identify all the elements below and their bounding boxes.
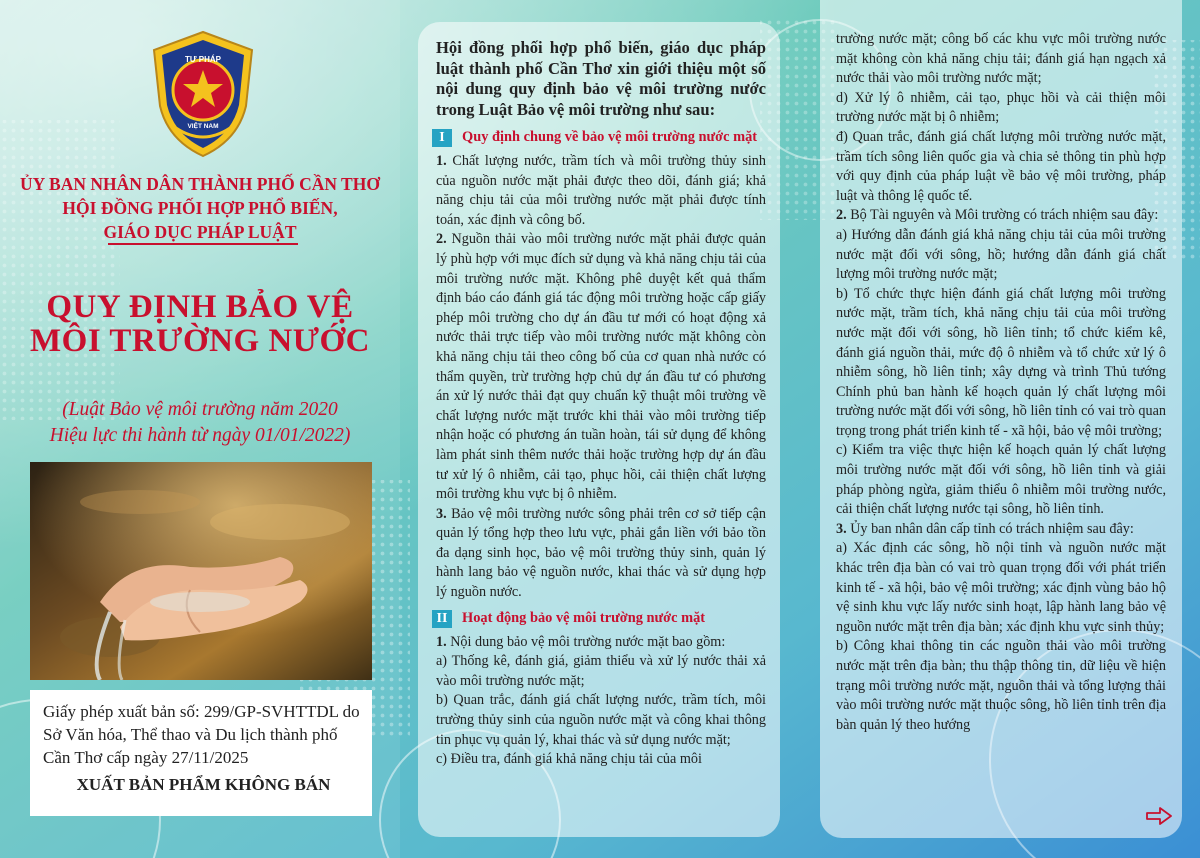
list-item: a) Hướng dẫn đánh giá khả năng chịu tải của môi trường nước mặt đối với sông, hồ; hướng dẫn đánh giá chất lượng môi trường nước mặt; (836, 226, 1166, 283)
paragraph (836, 520, 1166, 540)
paragraph-number: 2. (436, 231, 447, 248)
emblem-top-text: TƯ PHÁP (185, 55, 221, 64)
paragraph (436, 152, 766, 230)
divider (108, 243, 298, 245)
document-title-line-2: MÔI TRƯỜNG NƯỚC (30, 323, 370, 359)
paragraph-text: Chất lượng nước, trầm tích và môi trường thủy sinh của nguồn nước mặt phải được theo dõi, đánh giá; khả năng chịu tải của môi trường nước mặt phải được tính toán, xác định và công bố. (436, 153, 766, 228)
list-item: b) Tổ chức thực hiện đánh giá chất lượng môi trường nước mặt, trầm tích, khả năng chịu tải của môi trường nước mặt đối với sông, hồ liên tỉnh; tổ chức kiểm kê, đánh giá nguồn thải, mức độ ô nhiễm và tổ chức xử lý ô nhiễm sông, hồ liên tỉnh; xây dựng và trình Thủ tướng Chính phủ ban hành kế hoạch quản lý chất lượng môi trường nước mặt đối với sông, hồ liên tỉnh có vai trò quan trọng trong phát triển kinh tế - xã hội, bảo vệ môi trường; (836, 285, 1166, 439)
license-box (30, 690, 372, 816)
paragraph-text: Bộ Tài nguyên và Môi trường có trách nhiệm sau đây: (850, 207, 1159, 224)
org-line-2: HỘI ĐỒNG PHỐI HỢP PHỔ BIẾN, (62, 198, 338, 218)
ministry-of-justice-emblem-icon (148, 28, 258, 160)
paragraph-text: Bảo vệ môi trường nước sông phải trên cơ sở tiếp cận quản lý tổng hợp theo lưu vực, phải gắn liền với bảo tồn đa dạng sinh học, bảo vệ môi trường thủy sinh, quản lý hành lang bảo vệ nguồn nước, khai thác và sử dụng hợp lý nguồn nước. (436, 505, 767, 601)
list-item: a) Thống kê, đánh giá, giảm thiểu và xử lý nước thải xả vào môi trường nước mặt; (436, 653, 766, 689)
license-text: Giấy phép xuất bản số: 299/GP-SVHTTDL do Sở Văn hóa, Thể thao và Du lịch thành phố Cần Thơ cấp ngày 27/11/2025 (43, 702, 360, 767)
paragraph (436, 633, 766, 653)
paragraph-number: 2. (836, 207, 847, 224)
list-item: a) Xác định các sông, hồ nội tỉnh và nguồn nước mặt khác trên địa bàn có vai trò quan trọng đối với phát triển kinh tế - xã hội, bảo vệ môi trường; xác định vùng bảo hộ vệ sinh khu vực lấy nước sinh hoạt, lập hành lang bảo vệ nguồn nước mặt trên địa bàn; xác định khu vực sinh thủy; (836, 540, 1166, 635)
list-item: b) Quan trắc, đánh giá chất lượng nước, trầm tích, môi trường thủy sinh của nguồn nước mặt và công khai thông tin phục vụ quản lý, khai thác và sử dụng nước mặt; (436, 692, 766, 748)
right-column-text (836, 30, 1166, 735)
intro-text: Hội đồng phối hợp phổ biến, giáo dục pháp luật thành phố Cần Thơ xin giới thiệu một số nội dung quy định bảo vệ môi trường nước trong Luật Bảo vệ môi trường như sau: (436, 38, 766, 119)
list-item: đ) Quan trắc, đánh giá chất lượng môi trường nước mặt, trầm tích sông liên quốc gia và chia sẻ thông tin phù hợp với quy định của pháp luật về bảo vệ môi trường, pháp luật và thông lệ quốc tế. (836, 128, 1166, 204)
paragraph-number: 1. (436, 153, 447, 169)
list-item: c) Kiểm tra việc thực hiện kế hoạch quản lý chất lượng môi trường nước mặt đối với sông, hồ liên tỉnh và giải pháp phòng ngừa, giảm thiểu ô nhiễm môi trường nước, cải thiện chất lượng nước tại sông, hồ liên tỉnh. (836, 442, 1166, 518)
list-item: c) Điều tra, đánh giá khả năng chịu tải của môi (436, 751, 702, 768)
paragraph-text: Ủy ban nhân dân cấp tỉnh có trách nhiệm sau đây: (850, 520, 1134, 537)
section-title-2: Hoạt động bảo vệ môi trường nước mặt (462, 609, 706, 626)
paragraph (436, 230, 766, 504)
list-item: trường nước mặt; công bố các khu vực môi trường nước mặt không còn khả năng chịu tải; đánh giá hạn ngạch xả nước thải vào môi trường nước mặt; (836, 31, 1166, 87)
paragraph-number: 1. (436, 633, 447, 650)
paragraph (436, 505, 766, 603)
list-item: b) Công khai thông tin các nguồn thải vào môi trường nước mặt trên địa bàn; thu thập thông tin, dữ liệu về hiện trạng môi trường nước mặt, nguồn thải và tổng lượng thải vào môi trường nước mặt thuộc sông, hồ liên tỉnh trên địa bàn quản lý theo hướng (836, 638, 1166, 733)
not-for-sale-label: XUẤT BẢN PHẨM KHÔNG BÁN (76, 775, 331, 794)
org-line-1: ỦY BAN NHÂN DÂN THÀNH PHỐ CẦN THƠ (20, 174, 380, 194)
emblem-bottom-text: VIỆT NAM (187, 123, 219, 130)
paragraph-number: 3. (836, 520, 847, 537)
middle-column-text (436, 38, 766, 770)
org-line-3: GIÁO DỤC PHÁP LUẬT (103, 222, 297, 242)
document-title-line-1: QUY ĐỊNH BẢO VỆ (46, 289, 354, 325)
hands-water-photo (30, 462, 372, 680)
subtitle-line-1: (Luật Bảo vệ môi trường năm 2020 (62, 399, 338, 420)
paragraph-text: Nội dung bảo vệ môi trường nước mặt bao gồm: (450, 633, 726, 650)
paragraph-number: 3. (436, 505, 447, 522)
section-number-1: I (432, 129, 452, 147)
paragraph-text: Nguồn thải vào môi trường nước mặt phải được quản lý phù hợp với mục đích sử dụng và khả năng chịu tải của môi trường nước mặt. Không phê duyệt kết quả thẩm định báo cáo đánh giá tác động môi trường hoặc cấp giấy phép môi trường cho dự án đầu tư mới có hoạt động xả nước thải trực tiếp vào môi trường nước mặt không còn khả năng chịu tải theo công bố của cơ quan nhà nước có thẩm quyền, trừ trường hợp chủ dự án đầu tư có phương án xử lý nước thải đạt quy chuẩn kỹ thuật môi trường về chất lượng nước mặt trước khi thải vào môi trường tiếp nhận hoặc có phương án tuần hoàn, tái sử dụng để không làm phát sinh thêm nước thải hoặc trường hợp dự án đầu tư xử lý ô nhiễm, cải tạo, phục hồi, cải thiện chất lượng môi trường khu vực bị ô nhiễm. (436, 231, 766, 503)
section-title-1: Quy định chung về bảo vệ môi trường nước mặt (462, 129, 758, 145)
section-heading-1 (436, 128, 766, 146)
section-heading-2 (436, 609, 766, 627)
list-item: d) Xử lý ô nhiễm, cải tạo, phục hồi và cải thiện môi trường nước mặt bị ô nhiễm; (836, 89, 1166, 126)
section-number-2: II (432, 610, 452, 628)
subtitle-line-2: Hiệu lực thi hành từ ngày 01/01/2022) (49, 425, 351, 446)
paragraph (836, 206, 1166, 226)
arrow-right-icon[interactable] (1146, 807, 1172, 825)
